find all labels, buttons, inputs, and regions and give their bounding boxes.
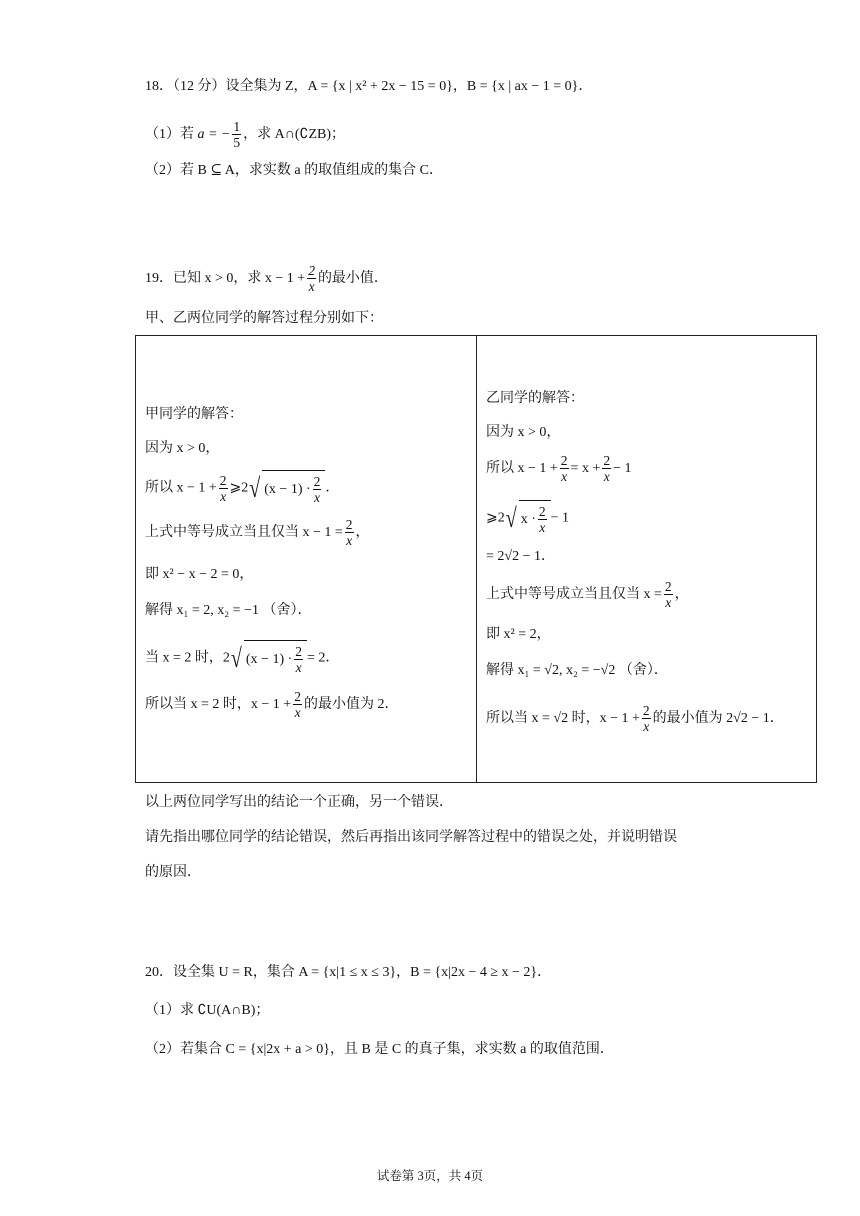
yi-line-8-prefix: 所以当 x = √2 时， — [486, 711, 600, 726]
radicand — [244, 640, 307, 677]
radicand-text: (x − 1) · — [245, 652, 293, 667]
jia-line-4: 即 x² − x − 2 = 0， — [145, 567, 254, 582]
q20-sub2: （2）若集合 C = {x|2x + a > 0}，且 B 是 C 的真子集，求实数 a 的取值范围． — [145, 1042, 614, 1057]
yi-line-2-mid: = x + — [570, 461, 601, 476]
q18-sub1-fraction — [232, 119, 241, 150]
radicand — [262, 470, 325, 507]
q19-stem-fraction — [307, 263, 316, 294]
fraction-denominator: x — [294, 705, 301, 721]
yi-line-7: 解得 x₁ = √2, x₂ = −√2 （舍）． — [486, 663, 668, 678]
fraction-numerator: 1 — [233, 119, 241, 135]
jia-line-6-suffix: = 2． — [307, 650, 340, 666]
yi-line-8-suffix: 的最小值为 2√2 − 1． — [652, 711, 784, 726]
jia-line-3-prefix: 上式中等号成立当且仅当 x − 1 = — [145, 525, 343, 540]
coefficient: 2 — [222, 650, 230, 666]
fraction-denominator: x — [220, 489, 227, 504]
jia-title: 甲同学的解答： — [145, 407, 243, 422]
fraction — [560, 453, 569, 484]
yi-line-5-suffix: ， — [674, 587, 689, 602]
fraction-numerator: 2 — [345, 517, 353, 533]
q18-sub1-suffix: ，求 A∩(∁ZB)； — [243, 127, 345, 142]
fraction-numerator: 2 — [308, 263, 315, 279]
fraction-numerator: 2 — [295, 644, 303, 660]
yi-line-5-prefix: 上式中等号成立当且仅当 x = — [486, 587, 662, 602]
yi-line-2-suffix: − 1 — [613, 461, 632, 476]
radicand — [519, 500, 551, 537]
yi-line-3-suffix: − 1 — [550, 510, 570, 526]
fraction-denominator: x — [643, 719, 650, 735]
fraction-numerator: 2 — [642, 703, 650, 719]
fraction — [642, 703, 651, 734]
fraction-denominator: x — [314, 490, 321, 506]
jia-line-7 — [145, 688, 398, 722]
fraction — [313, 474, 322, 505]
page-footer: 试卷第 3页，共 4页 — [376, 1169, 484, 1183]
fraction-denominator: x — [539, 520, 546, 536]
fraction — [345, 517, 354, 548]
fraction-denominator: x — [665, 595, 672, 611]
fraction-denominator: 5 — [233, 135, 241, 151]
q18-sub1-prefix: （1）若 — [145, 127, 194, 142]
yi-line-1: 因为 x > 0， — [486, 425, 561, 440]
yi-title: 乙同学的解答： — [486, 391, 584, 406]
jia-line-1: 因为 x > 0， — [145, 441, 220, 456]
fraction-numerator: 2 — [313, 474, 321, 490]
yi-line-6: 即 x² = 2， — [486, 627, 551, 642]
yi-line-8-expr: x − 1 + — [599, 711, 640, 726]
yi-line-5 — [486, 578, 689, 612]
fraction-numerator: 2 — [538, 504, 546, 520]
q19-intro: 甲、乙两位同学的解答过程分别如下： — [145, 311, 383, 326]
radicand-text: x · — [520, 512, 536, 527]
jia-line-2 — [145, 470, 339, 507]
fraction-numerator: 2 — [603, 453, 611, 469]
fraction-denominator: x — [308, 279, 315, 295]
radical-sign: √ — [505, 503, 517, 534]
q19-stem-prefix: 19．已知 x > 0，求 x − 1 + — [145, 271, 306, 286]
q18-stem: 18．（12 分）设全集为 Z，A = {x | x² + 2x − 15 = 0}，B = {x | ax − 1 = 0}． — [145, 79, 593, 94]
fraction-denominator: x — [295, 660, 302, 676]
table-divider — [476, 336, 477, 782]
q20-stem: 20．设全集 U = R，集合 A = {x|1 ≤ x ≤ 3}，B = {x|2x − 4 ≥ x − 2}． — [145, 965, 552, 980]
fraction — [294, 644, 303, 675]
yi-line-2 — [486, 452, 632, 486]
fraction-numerator: 2 — [560, 453, 568, 469]
jia-line-5: 解得 x₁ = 2, x₂ = −1 （舍）． — [145, 603, 312, 618]
yi-line-8 — [486, 702, 784, 736]
q18-sub2: （2）若 B ⊆ A，求实数 a 的取值组成的集合 C． — [145, 163, 443, 178]
yi-line-3 — [486, 500, 569, 537]
yi-line-2-prefix: 所以 x − 1 + — [486, 461, 558, 476]
q19-stem — [145, 262, 388, 296]
period: ． — [325, 480, 340, 496]
q19-task-cont: 的原因． — [145, 865, 201, 880]
jia-line-7-expr: x − 1 + — [250, 697, 292, 712]
fraction-denominator: x — [346, 533, 353, 549]
q18-sub1 — [145, 118, 345, 152]
jia-line-7-suffix: 的最小值为 2． — [303, 697, 399, 712]
q18-sub1-expr: a = − — [197, 127, 231, 142]
jia-line-3 — [145, 516, 370, 550]
fraction — [602, 453, 611, 484]
radical-sign: √ — [230, 643, 242, 674]
q20-sub1: （1）求 ∁U(A∩B)； — [145, 1003, 270, 1018]
yi-line-4: = 2√2 − 1． — [486, 549, 555, 564]
fraction-denominator: x — [603, 469, 610, 485]
fraction — [293, 689, 302, 720]
radical-sign: √ — [249, 473, 261, 504]
fraction-denominator: x — [561, 469, 568, 485]
radicand-text: (x − 1) · — [264, 482, 311, 497]
fraction — [219, 473, 228, 504]
q19-task: 请先指出哪位同学的结论错误，然后再指出该同学解答过程中的错误之处，并说明错误 — [145, 830, 677, 845]
jia-line-6-prefix: 当 x = 2 时， — [145, 650, 223, 666]
fraction — [538, 504, 547, 535]
fraction-numerator: 2 — [294, 689, 301, 705]
yi-line-3-geq: ⩾2 — [486, 510, 505, 526]
jia-line-2-geq: ⩾2 — [229, 480, 249, 496]
jia-line-6 — [145, 640, 339, 677]
fraction-numerator: 2 — [219, 473, 227, 488]
fraction-numerator: 2 — [664, 579, 672, 595]
fraction — [664, 579, 673, 610]
q19-conclusion: 以上两位同学写出的结论一个正确，另一个错误． — [145, 795, 453, 810]
jia-line-7-prefix: 所以当 x = 2 时， — [145, 697, 251, 712]
jia-line-2-prefix: 所以 x − 1 + — [145, 480, 217, 496]
jia-line-3-suffix: ， — [355, 525, 370, 540]
q19-stem-suffix: 的最小值． — [317, 271, 388, 286]
